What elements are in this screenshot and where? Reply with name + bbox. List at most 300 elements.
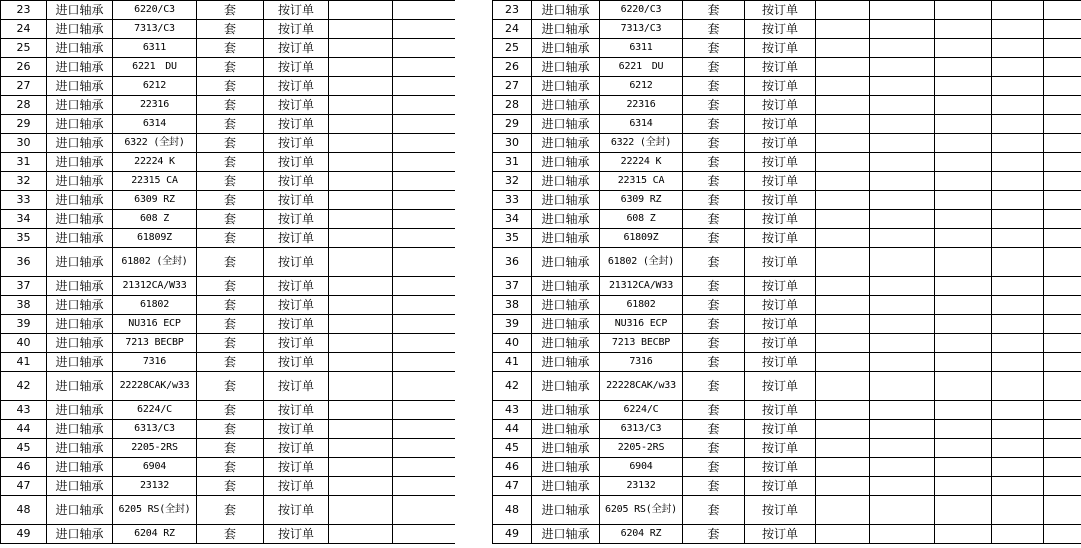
remark-cell[interactable]: 按订单: [264, 153, 329, 172]
model-cell[interactable]: 7213 BECBP: [600, 334, 683, 353]
model-cell[interactable]: 22224 K: [600, 153, 683, 172]
unit-cell[interactable]: 套: [197, 191, 264, 210]
model-cell[interactable]: NU316 ECP: [600, 315, 683, 334]
remark-cell[interactable]: 按订单: [745, 420, 816, 439]
model-cell[interactable]: 23132: [113, 477, 197, 496]
item-name-cell[interactable]: 进口轴承: [47, 458, 113, 477]
item-name-cell[interactable]: 进口轴承: [532, 401, 600, 420]
remark-cell[interactable]: 按订单: [745, 77, 816, 96]
empty-cell[interactable]: [816, 372, 870, 401]
item-name-cell[interactable]: 进口轴承: [532, 77, 600, 96]
empty-cell[interactable]: [393, 96, 456, 115]
remark-cell[interactable]: 按订单: [264, 496, 329, 525]
remark-cell[interactable]: 按订单: [745, 496, 816, 525]
row-number-cell[interactable]: 26: [493, 58, 532, 77]
unit-cell[interactable]: 套: [197, 134, 264, 153]
unit-cell[interactable]: 套: [197, 210, 264, 229]
model-cell[interactable]: 22228CAK/w33: [113, 372, 197, 401]
unit-cell[interactable]: 套: [683, 353, 745, 372]
row-number-cell[interactable]: 49: [1, 525, 47, 544]
item-name-cell[interactable]: 进口轴承: [532, 458, 600, 477]
row-number-cell[interactable]: 26: [1, 58, 47, 77]
unit-cell[interactable]: 套: [683, 277, 745, 296]
row-number-cell[interactable]: 37: [493, 277, 532, 296]
model-cell[interactable]: 2205-2RS: [600, 439, 683, 458]
empty-cell[interactable]: [870, 77, 935, 96]
empty-cell[interactable]: [329, 296, 393, 315]
item-name-cell[interactable]: 进口轴承: [532, 353, 600, 372]
empty-cell[interactable]: [816, 496, 870, 525]
item-name-cell[interactable]: 进口轴承: [47, 372, 113, 401]
row-number-cell[interactable]: 25: [493, 39, 532, 58]
row-number-cell[interactable]: 34: [493, 210, 532, 229]
unit-cell[interactable]: 套: [683, 458, 745, 477]
empty-cell[interactable]: [816, 353, 870, 372]
empty-cell[interactable]: [1044, 401, 1081, 420]
row-number-cell[interactable]: 30: [1, 134, 47, 153]
empty-cell[interactable]: [992, 39, 1044, 58]
model-cell[interactable]: 6322 (全封): [113, 134, 197, 153]
empty-cell[interactable]: [992, 210, 1044, 229]
unit-cell[interactable]: 套: [683, 191, 745, 210]
item-name-cell[interactable]: 进口轴承: [532, 134, 600, 153]
model-cell[interactable]: 21312CA/W33: [113, 277, 197, 296]
row-number-cell[interactable]: 46: [1, 458, 47, 477]
unit-cell[interactable]: 套: [683, 96, 745, 115]
empty-cell[interactable]: [992, 248, 1044, 277]
remark-cell[interactable]: 按订单: [745, 525, 816, 544]
empty-cell[interactable]: [870, 210, 935, 229]
empty-cell[interactable]: [992, 20, 1044, 39]
remark-cell[interactable]: 按订单: [745, 134, 816, 153]
unit-cell[interactable]: 套: [683, 420, 745, 439]
unit-cell[interactable]: 套: [197, 496, 264, 525]
item-name-cell[interactable]: 进口轴承: [532, 1, 600, 20]
empty-cell[interactable]: [1044, 496, 1081, 525]
remark-cell[interactable]: 按订单: [745, 39, 816, 58]
empty-cell[interactable]: [329, 210, 393, 229]
remark-cell[interactable]: 按订单: [264, 172, 329, 191]
empty-cell[interactable]: [393, 172, 456, 191]
empty-cell[interactable]: [870, 172, 935, 191]
item-name-cell[interactable]: 进口轴承: [532, 229, 600, 248]
empty-cell[interactable]: [935, 496, 992, 525]
unit-cell[interactable]: 套: [683, 210, 745, 229]
empty-cell[interactable]: [329, 496, 393, 525]
model-cell[interactable]: 7213 BECBP: [113, 334, 197, 353]
empty-cell[interactable]: [816, 96, 870, 115]
empty-cell[interactable]: [935, 134, 992, 153]
unit-cell[interactable]: 套: [197, 525, 264, 544]
empty-cell[interactable]: [935, 296, 992, 315]
empty-cell[interactable]: [393, 353, 456, 372]
row-number-cell[interactable]: 27: [1, 77, 47, 96]
row-number-cell[interactable]: 44: [1, 420, 47, 439]
row-number-cell[interactable]: 38: [1, 296, 47, 315]
row-number-cell[interactable]: 47: [1, 477, 47, 496]
item-name-cell[interactable]: 进口轴承: [47, 477, 113, 496]
empty-cell[interactable]: [935, 439, 992, 458]
item-name-cell[interactable]: 进口轴承: [532, 210, 600, 229]
unit-cell[interactable]: 套: [683, 334, 745, 353]
empty-cell[interactable]: [1044, 1, 1081, 20]
remark-cell[interactable]: 按订单: [264, 401, 329, 420]
model-cell[interactable]: 61802: [600, 296, 683, 315]
model-cell[interactable]: 608 Z: [113, 210, 197, 229]
remark-cell[interactable]: 按订单: [745, 277, 816, 296]
empty-cell[interactable]: [329, 96, 393, 115]
remark-cell[interactable]: 按订单: [745, 458, 816, 477]
row-number-cell[interactable]: 42: [1, 372, 47, 401]
row-number-cell[interactable]: 33: [493, 191, 532, 210]
item-name-cell[interactable]: 进口轴承: [532, 20, 600, 39]
empty-cell[interactable]: [393, 39, 456, 58]
empty-cell[interactable]: [1044, 39, 1081, 58]
model-cell[interactable]: 6221 DU: [600, 58, 683, 77]
empty-cell[interactable]: [1044, 315, 1081, 334]
empty-cell[interactable]: [992, 153, 1044, 172]
empty-cell[interactable]: [329, 191, 393, 210]
empty-cell[interactable]: [935, 334, 992, 353]
empty-cell[interactable]: [870, 153, 935, 172]
empty-cell[interactable]: [1044, 334, 1081, 353]
model-cell[interactable]: 22316: [600, 96, 683, 115]
item-name-cell[interactable]: 进口轴承: [47, 248, 113, 277]
item-name-cell[interactable]: 进口轴承: [532, 248, 600, 277]
row-number-cell[interactable]: 41: [493, 353, 532, 372]
empty-cell[interactable]: [816, 134, 870, 153]
remark-cell[interactable]: 按订单: [264, 458, 329, 477]
empty-cell[interactable]: [992, 372, 1044, 401]
model-cell[interactable]: 6204 RZ: [113, 525, 197, 544]
model-cell[interactable]: 21312CA/W33: [600, 277, 683, 296]
model-cell[interactable]: 6322 (全封): [600, 134, 683, 153]
remark-cell[interactable]: 按订单: [264, 115, 329, 134]
empty-cell[interactable]: [1044, 115, 1081, 134]
empty-cell[interactable]: [329, 477, 393, 496]
row-number-cell[interactable]: 39: [1, 315, 47, 334]
empty-cell[interactable]: [329, 420, 393, 439]
remark-cell[interactable]: 按订单: [264, 77, 329, 96]
empty-cell[interactable]: [393, 20, 456, 39]
empty-cell[interactable]: [935, 39, 992, 58]
item-name-cell[interactable]: 进口轴承: [47, 191, 113, 210]
model-cell[interactable]: 22224 K: [113, 153, 197, 172]
item-name-cell[interactable]: 进口轴承: [47, 315, 113, 334]
model-cell[interactable]: 608 Z: [600, 210, 683, 229]
empty-cell[interactable]: [1044, 172, 1081, 191]
remark-cell[interactable]: 按订单: [264, 420, 329, 439]
empty-cell[interactable]: [329, 353, 393, 372]
model-cell[interactable]: 61809Z: [113, 229, 197, 248]
empty-cell[interactable]: [393, 115, 456, 134]
remark-cell[interactable]: 按订单: [745, 172, 816, 191]
item-name-cell[interactable]: 进口轴承: [532, 496, 600, 525]
empty-cell[interactable]: [816, 191, 870, 210]
model-cell[interactable]: 22228CAK/w33: [600, 372, 683, 401]
empty-cell[interactable]: [1044, 477, 1081, 496]
empty-cell[interactable]: [935, 172, 992, 191]
unit-cell[interactable]: 套: [683, 248, 745, 277]
row-number-cell[interactable]: 41: [1, 353, 47, 372]
unit-cell[interactable]: 套: [197, 334, 264, 353]
remark-cell[interactable]: 按订单: [264, 248, 329, 277]
empty-cell[interactable]: [935, 353, 992, 372]
item-name-cell[interactable]: 进口轴承: [47, 20, 113, 39]
unit-cell[interactable]: 套: [197, 296, 264, 315]
unit-cell[interactable]: 套: [683, 1, 745, 20]
empty-cell[interactable]: [329, 77, 393, 96]
empty-cell[interactable]: [329, 115, 393, 134]
unit-cell[interactable]: 套: [197, 439, 264, 458]
row-number-cell[interactable]: 37: [1, 277, 47, 296]
empty-cell[interactable]: [393, 525, 456, 544]
empty-cell[interactable]: [1044, 353, 1081, 372]
empty-cell[interactable]: [992, 439, 1044, 458]
unit-cell[interactable]: 套: [683, 58, 745, 77]
empty-cell[interactable]: [870, 439, 935, 458]
empty-cell[interactable]: [992, 172, 1044, 191]
row-number-cell[interactable]: 49: [493, 525, 532, 544]
empty-cell[interactable]: [1044, 153, 1081, 172]
remark-cell[interactable]: 按订单: [264, 525, 329, 544]
unit-cell[interactable]: 套: [197, 20, 264, 39]
empty-cell[interactable]: [935, 210, 992, 229]
remark-cell[interactable]: 按订单: [264, 334, 329, 353]
empty-cell[interactable]: [1044, 77, 1081, 96]
empty-cell[interactable]: [329, 58, 393, 77]
empty-cell[interactable]: [992, 115, 1044, 134]
unit-cell[interactable]: 套: [197, 58, 264, 77]
unit-cell[interactable]: 套: [197, 353, 264, 372]
empty-cell[interactable]: [393, 372, 456, 401]
model-cell[interactable]: 6212: [113, 77, 197, 96]
empty-cell[interactable]: [393, 296, 456, 315]
empty-cell[interactable]: [935, 477, 992, 496]
empty-cell[interactable]: [935, 525, 992, 544]
row-number-cell[interactable]: 35: [493, 229, 532, 248]
empty-cell[interactable]: [393, 248, 456, 277]
empty-cell[interactable]: [329, 229, 393, 248]
empty-cell[interactable]: [816, 296, 870, 315]
model-cell[interactable]: 7316: [600, 353, 683, 372]
item-name-cell[interactable]: 进口轴承: [47, 334, 113, 353]
remark-cell[interactable]: 按订单: [745, 296, 816, 315]
row-number-cell[interactable]: 25: [1, 39, 47, 58]
unit-cell[interactable]: 套: [197, 39, 264, 58]
row-number-cell[interactable]: 28: [493, 96, 532, 115]
empty-cell[interactable]: [393, 334, 456, 353]
item-name-cell[interactable]: 进口轴承: [47, 153, 113, 172]
model-cell[interactable]: 6205 RS(全封): [600, 496, 683, 525]
empty-cell[interactable]: [329, 401, 393, 420]
empty-cell[interactable]: [992, 277, 1044, 296]
item-name-cell[interactable]: 进口轴承: [47, 115, 113, 134]
remark-cell[interactable]: 按订单: [745, 229, 816, 248]
empty-cell[interactable]: [816, 401, 870, 420]
item-name-cell[interactable]: 进口轴承: [47, 229, 113, 248]
empty-cell[interactable]: [935, 96, 992, 115]
item-name-cell[interactable]: 进口轴承: [532, 334, 600, 353]
empty-cell[interactable]: [393, 134, 456, 153]
remark-cell[interactable]: 按订单: [264, 315, 329, 334]
model-cell[interactable]: 6309 RZ: [600, 191, 683, 210]
empty-cell[interactable]: [992, 134, 1044, 153]
model-cell[interactable]: 61802: [113, 296, 197, 315]
item-name-cell[interactable]: 进口轴承: [47, 296, 113, 315]
model-cell[interactable]: 22315 CA: [113, 172, 197, 191]
remark-cell[interactable]: 按订单: [264, 58, 329, 77]
row-number-cell[interactable]: 36: [493, 248, 532, 277]
empty-cell[interactable]: [329, 458, 393, 477]
unit-cell[interactable]: 套: [197, 420, 264, 439]
empty-cell[interactable]: [1044, 96, 1081, 115]
empty-cell[interactable]: [1044, 134, 1081, 153]
model-cell[interactable]: 6220/C3: [113, 1, 197, 20]
remark-cell[interactable]: 按订单: [745, 210, 816, 229]
item-name-cell[interactable]: 进口轴承: [47, 353, 113, 372]
empty-cell[interactable]: [816, 525, 870, 544]
empty-cell[interactable]: [1044, 439, 1081, 458]
unit-cell[interactable]: 套: [683, 229, 745, 248]
item-name-cell[interactable]: 进口轴承: [532, 277, 600, 296]
empty-cell[interactable]: [992, 496, 1044, 525]
empty-cell[interactable]: [393, 315, 456, 334]
row-number-cell[interactable]: 38: [493, 296, 532, 315]
empty-cell[interactable]: [393, 77, 456, 96]
empty-cell[interactable]: [816, 115, 870, 134]
empty-cell[interactable]: [935, 229, 992, 248]
row-number-cell[interactable]: 48: [493, 496, 532, 525]
empty-cell[interactable]: [393, 191, 456, 210]
row-number-cell[interactable]: 29: [1, 115, 47, 134]
empty-cell[interactable]: [1044, 191, 1081, 210]
empty-cell[interactable]: [816, 210, 870, 229]
row-number-cell[interactable]: 42: [493, 372, 532, 401]
remark-cell[interactable]: 按订单: [745, 58, 816, 77]
row-number-cell[interactable]: 48: [1, 496, 47, 525]
model-cell[interactable]: 6314: [113, 115, 197, 134]
row-number-cell[interactable]: 30: [493, 134, 532, 153]
remark-cell[interactable]: 按订单: [745, 191, 816, 210]
row-number-cell[interactable]: 35: [1, 229, 47, 248]
unit-cell[interactable]: 套: [683, 525, 745, 544]
empty-cell[interactable]: [935, 277, 992, 296]
remark-cell[interactable]: 按订单: [745, 334, 816, 353]
model-cell[interactable]: 7313/C3: [113, 20, 197, 39]
empty-cell[interactable]: [870, 1, 935, 20]
unit-cell[interactable]: 套: [683, 39, 745, 58]
empty-cell[interactable]: [992, 77, 1044, 96]
item-name-cell[interactable]: 进口轴承: [532, 172, 600, 191]
remark-cell[interactable]: 按订单: [264, 191, 329, 210]
model-cell[interactable]: 6313/C3: [113, 420, 197, 439]
empty-cell[interactable]: [992, 296, 1044, 315]
unit-cell[interactable]: 套: [197, 1, 264, 20]
empty-cell[interactable]: [393, 153, 456, 172]
row-number-cell[interactable]: 36: [1, 248, 47, 277]
remark-cell[interactable]: 按订单: [745, 20, 816, 39]
empty-cell[interactable]: [870, 248, 935, 277]
empty-cell[interactable]: [870, 296, 935, 315]
remark-cell[interactable]: 按订单: [264, 277, 329, 296]
model-cell[interactable]: 6205 RS(全封): [113, 496, 197, 525]
model-cell[interactable]: 6311: [113, 39, 197, 58]
model-cell[interactable]: 6314: [600, 115, 683, 134]
model-cell[interactable]: 7316: [113, 353, 197, 372]
remark-cell[interactable]: 按订单: [264, 229, 329, 248]
empty-cell[interactable]: [329, 525, 393, 544]
item-name-cell[interactable]: 进口轴承: [532, 296, 600, 315]
empty-cell[interactable]: [329, 134, 393, 153]
unit-cell[interactable]: 套: [683, 477, 745, 496]
row-number-cell[interactable]: 23: [493, 1, 532, 20]
remark-cell[interactable]: 按订单: [264, 210, 329, 229]
empty-cell[interactable]: [1044, 210, 1081, 229]
empty-cell[interactable]: [935, 191, 992, 210]
empty-cell[interactable]: [992, 58, 1044, 77]
unit-cell[interactable]: 套: [197, 248, 264, 277]
row-number-cell[interactable]: 45: [493, 439, 532, 458]
empty-cell[interactable]: [870, 134, 935, 153]
item-name-cell[interactable]: 进口轴承: [532, 525, 600, 544]
empty-cell[interactable]: [870, 458, 935, 477]
empty-cell[interactable]: [1044, 58, 1081, 77]
unit-cell[interactable]: 套: [197, 277, 264, 296]
empty-cell[interactable]: [329, 334, 393, 353]
remark-cell[interactable]: 按订单: [264, 20, 329, 39]
empty-cell[interactable]: [1044, 420, 1081, 439]
item-name-cell[interactable]: 进口轴承: [532, 477, 600, 496]
model-cell[interactable]: 6212: [600, 77, 683, 96]
unit-cell[interactable]: 套: [683, 315, 745, 334]
empty-cell[interactable]: [992, 315, 1044, 334]
row-number-cell[interactable]: 31: [493, 153, 532, 172]
model-cell[interactable]: 7313/C3: [600, 20, 683, 39]
empty-cell[interactable]: [329, 439, 393, 458]
remark-cell[interactable]: 按订单: [264, 134, 329, 153]
row-number-cell[interactable]: 47: [493, 477, 532, 496]
unit-cell[interactable]: 套: [197, 229, 264, 248]
empty-cell[interactable]: [816, 277, 870, 296]
item-name-cell[interactable]: 进口轴承: [47, 96, 113, 115]
item-name-cell[interactable]: 进口轴承: [532, 420, 600, 439]
item-name-cell[interactable]: 进口轴承: [47, 58, 113, 77]
item-name-cell[interactable]: 进口轴承: [532, 191, 600, 210]
remark-cell[interactable]: 按订单: [745, 115, 816, 134]
row-number-cell[interactable]: 33: [1, 191, 47, 210]
unit-cell[interactable]: 套: [197, 372, 264, 401]
row-number-cell[interactable]: 40: [493, 334, 532, 353]
item-name-cell[interactable]: 进口轴承: [532, 96, 600, 115]
empty-cell[interactable]: [935, 372, 992, 401]
unit-cell[interactable]: 套: [683, 296, 745, 315]
row-number-cell[interactable]: 39: [493, 315, 532, 334]
row-number-cell[interactable]: 43: [493, 401, 532, 420]
empty-cell[interactable]: [1044, 20, 1081, 39]
empty-cell[interactable]: [1044, 229, 1081, 248]
model-cell[interactable]: 61809Z: [600, 229, 683, 248]
empty-cell[interactable]: [870, 525, 935, 544]
row-number-cell[interactable]: 31: [1, 153, 47, 172]
empty-cell[interactable]: [393, 420, 456, 439]
item-name-cell[interactable]: 进口轴承: [532, 372, 600, 401]
empty-cell[interactable]: [329, 1, 393, 20]
empty-cell[interactable]: [816, 20, 870, 39]
empty-cell[interactable]: [393, 1, 456, 20]
unit-cell[interactable]: 套: [197, 401, 264, 420]
row-number-cell[interactable]: 23: [1, 1, 47, 20]
